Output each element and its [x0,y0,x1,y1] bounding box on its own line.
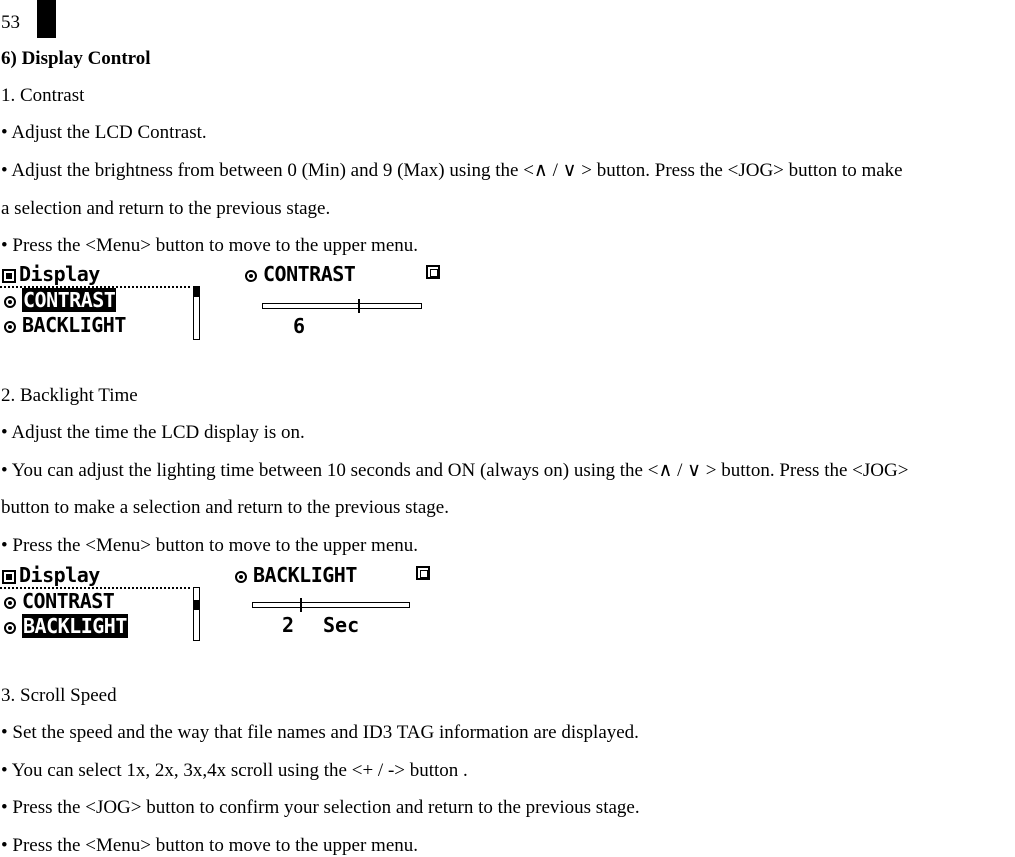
contrast-value: 6 [293,314,306,338]
backlight-line-4: • Press the <Menu> button to move to the upper menu. [1,535,418,556]
contrast-slider [262,303,422,309]
contrast-line-2: • Adjust the brightness from between 0 (Min) and 9 (Max) using the <∧ / ∨ > button. Press the <JOG> button to make [1,160,903,181]
display-menu-icon [2,570,16,584]
page-marker-bar [37,0,56,38]
battery-icon [426,265,440,279]
backlight-menu-screen [0,563,210,643]
backlight-slider [252,602,410,608]
menu-item-backlight: BACKLIGHT [23,614,127,638]
section-title: 6) Display Control [1,48,151,69]
contrast-line-1: • Adjust the LCD Contrast. [1,122,207,143]
scroll-line-3: • Press the <JOG> button to confirm your selection and return to the previous stage. [1,797,640,818]
backlight-value: 2 [282,613,295,637]
radio-icon [4,321,16,333]
scroll-line-1: • Set the speed and the way that file names and ID3 TAG information are displayed. [1,722,639,743]
backlight-value-screen [230,563,440,643]
contrast-menu-screen [0,262,210,342]
value-screen-title: BACKLIGHT [253,563,357,587]
contrast-value-screen [240,262,450,342]
menu-item-backlight: BACKLIGHT [22,313,126,337]
scroll-heading: 3. Scroll Speed [1,685,117,706]
contrast-line-3: a selection and return to the previous stage. [1,198,331,219]
radio-icon [4,296,16,308]
backlight-line-3: button to make a selection and return to the previous stage. [1,497,449,518]
menu-title: Display [19,563,100,587]
backlight-heading: 2. Backlight Time [1,385,138,406]
menu-item-contrast: CONTRAST [23,288,116,312]
scroll-line-2: • You can select 1x, 2x, 3x,4x scroll using the <+ / -> button . [1,760,468,781]
page-number: 53 [1,12,20,33]
contrast-heading: 1. Contrast [1,85,85,106]
backlight-line-1: • Adjust the time the LCD display is on. [1,422,305,443]
radio-icon [4,597,16,609]
menu-title: Display [19,262,100,286]
backlight-unit: Sec [323,613,360,637]
menu-item-contrast: CONTRAST [22,589,115,613]
battery-icon [416,566,430,580]
scroll-line-4: • Press the <Menu> button to move to the upper menu. [1,835,418,856]
radio-icon [245,270,257,282]
value-screen-title: CONTRAST [263,262,356,286]
radio-icon [235,571,247,583]
display-menu-icon [2,269,16,283]
radio-icon [4,622,16,634]
backlight-line-2: • You can adjust the lighting time between 10 seconds and ON (always on) using the <∧ / ∨ > button. Press the <JOG> [1,460,909,481]
contrast-line-4: • Press the <Menu> button to move to the upper menu. [1,235,418,256]
